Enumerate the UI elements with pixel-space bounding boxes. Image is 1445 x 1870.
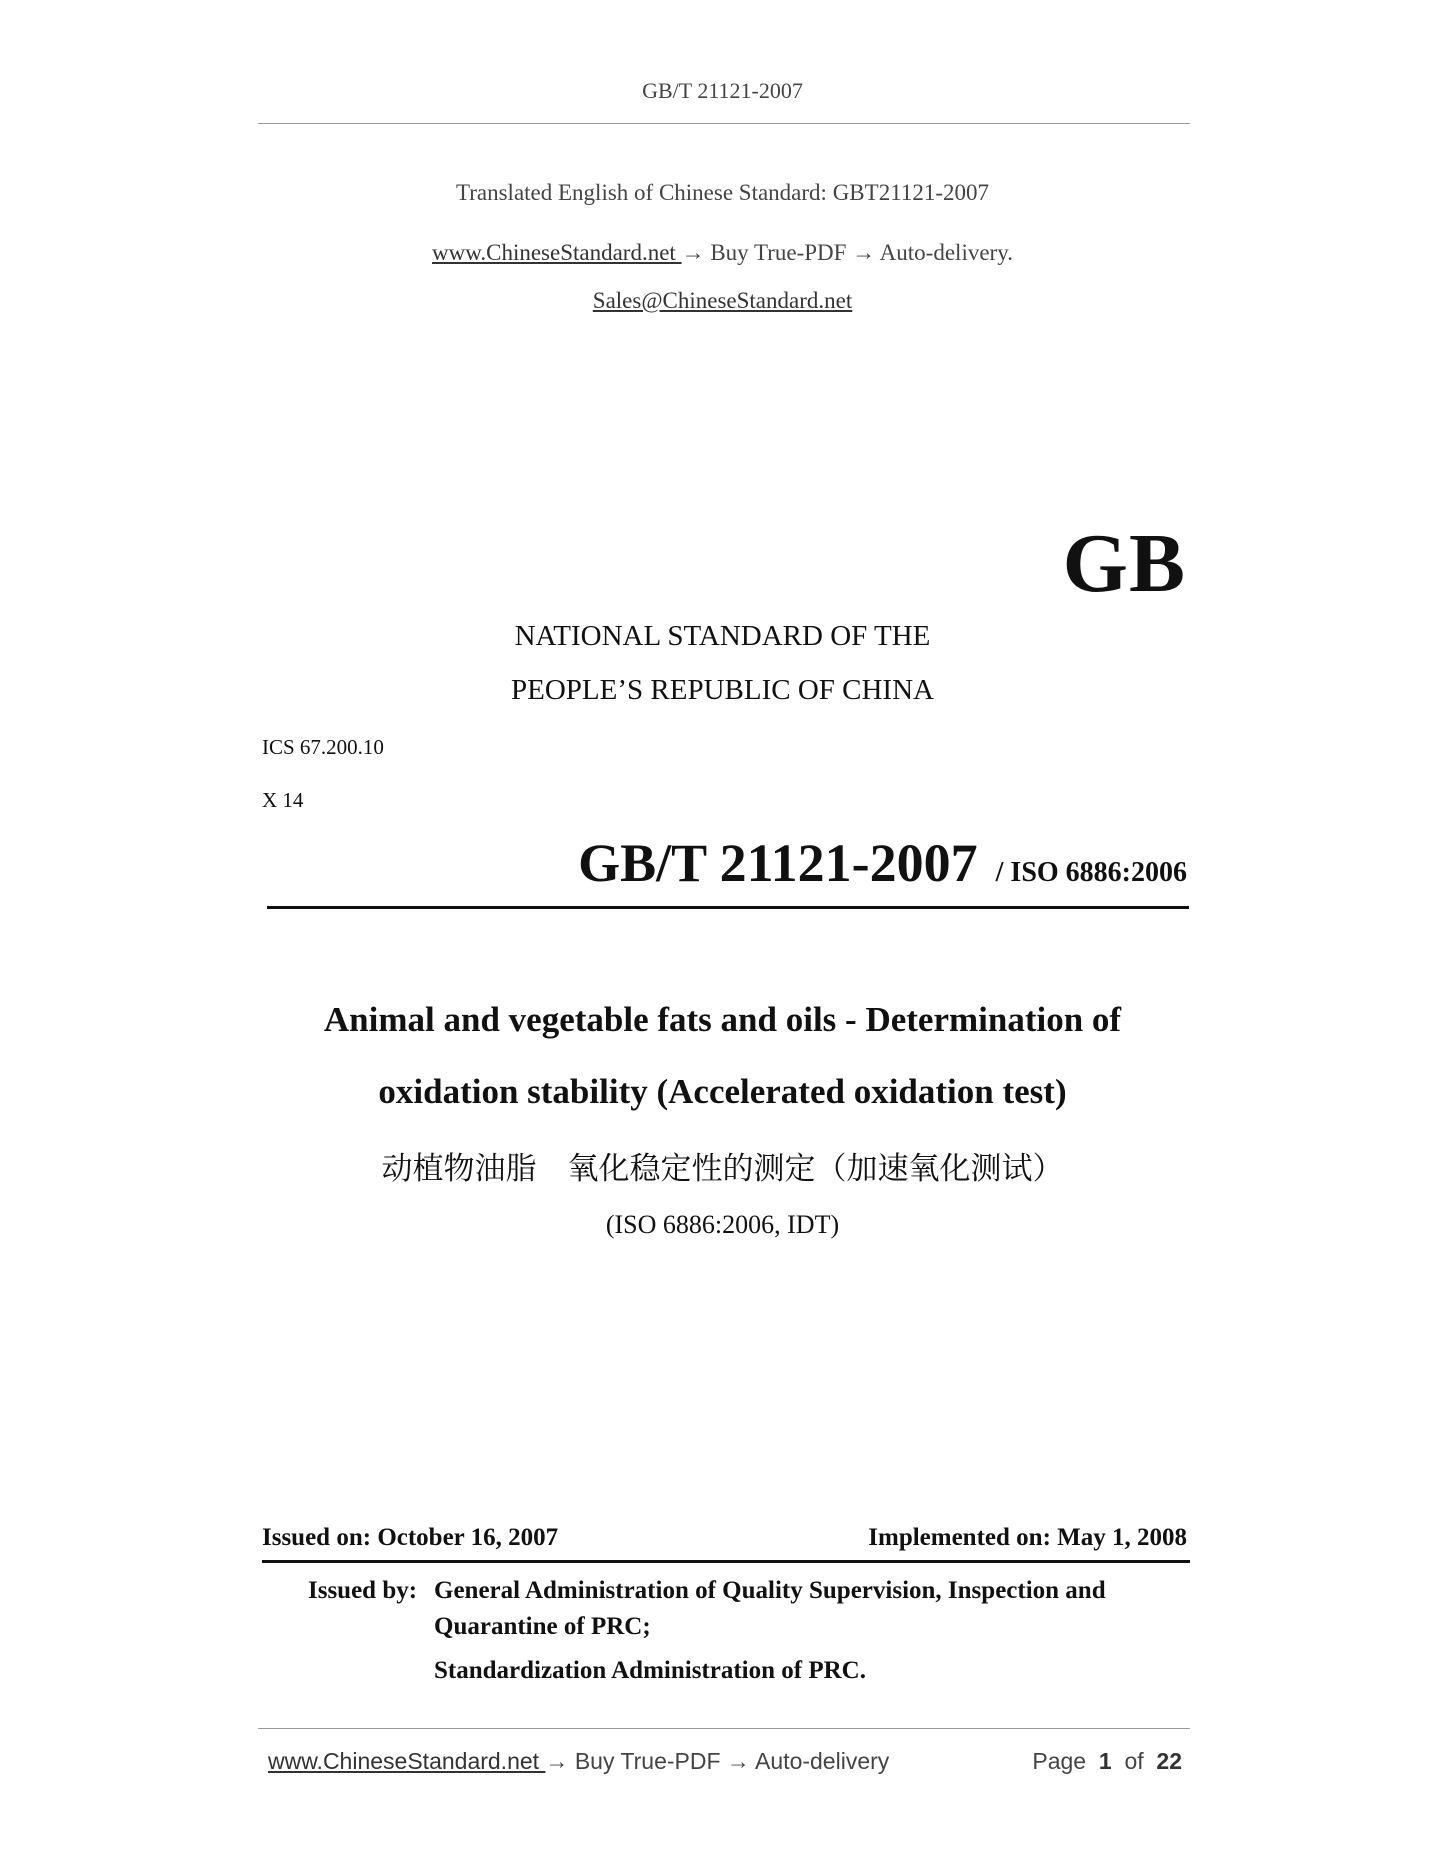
auto-delivery-text: Auto-delivery. bbox=[875, 240, 1013, 265]
page-current: 1 bbox=[1098, 1748, 1112, 1774]
title-chinese: 动植物油脂 氧化稳定性的测定（加速氧化测试） bbox=[381, 1151, 1064, 1187]
iso-equivalent: / ISO 6886:2006 bbox=[995, 857, 1187, 888]
standard-number-line bbox=[578, 832, 1187, 894]
ics-code: ICS 67.200.10 bbox=[262, 735, 384, 759]
footer-rule bbox=[258, 1728, 1190, 1729]
email-line bbox=[0, 288, 1445, 314]
of-label: of bbox=[1124, 1748, 1144, 1774]
title-english-line1: Animal and vegetable fats and oils - Determination of bbox=[323, 1000, 1122, 1039]
issued-by-label: Issued by: bbox=[308, 1577, 418, 1604]
sales-email-link[interactable]: Sales@ChineseStandard.net bbox=[592, 288, 853, 313]
implemented-date: Implemented on: May 1, 2008 bbox=[868, 1524, 1187, 1551]
classification-code: X 14 bbox=[262, 788, 304, 812]
running-header: GB/T 21121-2007 bbox=[642, 78, 803, 103]
issued-date: Issued on: October 16, 2007 bbox=[262, 1524, 559, 1551]
issuer-org2: Standardization Administration of PRC. bbox=[434, 1657, 866, 1684]
footer-purchase-line bbox=[268, 1748, 889, 1775]
standard-rule bbox=[267, 906, 1189, 909]
gb-logo-mark: GB bbox=[1062, 517, 1186, 610]
arrow-right-icon: → bbox=[545, 1748, 569, 1774]
buy-text: Buy True-PDF bbox=[704, 240, 853, 265]
page-indicator bbox=[1032, 1748, 1182, 1775]
dates-rule bbox=[262, 1560, 1190, 1563]
footer-auto-text: Auto-delivery bbox=[749, 1748, 890, 1774]
national-standard-line2: PEOPLE’S REPUBLIC OF CHINA bbox=[511, 674, 934, 706]
issuer-org1-line2: Quarantine of PRC; bbox=[434, 1613, 651, 1640]
footer-buy-text: Buy True-PDF bbox=[568, 1748, 727, 1774]
purchase-line bbox=[0, 240, 1445, 266]
page-label: Page bbox=[1032, 1748, 1087, 1774]
website-link[interactable]: www.ChineseStandard.net bbox=[432, 240, 682, 265]
arrow-right-icon: → bbox=[852, 240, 876, 265]
page-total: 22 bbox=[1156, 1748, 1182, 1774]
arrow-right-icon: → bbox=[726, 1748, 750, 1774]
title-english-line2: oxidation stability (Accelerated oxidation test) bbox=[378, 1072, 1067, 1111]
iso-identical-note: (ISO 6886:2006, IDT) bbox=[605, 1210, 840, 1239]
standard-number: GB/T 21121-2007 bbox=[578, 833, 978, 893]
translated-notice: Translated English of Chinese Standard: GBT21121-2007 bbox=[456, 180, 989, 205]
issuer-org1-line1: General Administration of Quality Supervision, Inspection and bbox=[434, 1577, 1106, 1604]
footer-website-link[interactable]: www.ChineseStandard.net bbox=[268, 1748, 546, 1774]
national-standard-line1: NATIONAL STANDARD OF THE bbox=[514, 620, 931, 652]
header-rule bbox=[258, 123, 1190, 124]
arrow-right-icon: → bbox=[681, 240, 705, 265]
